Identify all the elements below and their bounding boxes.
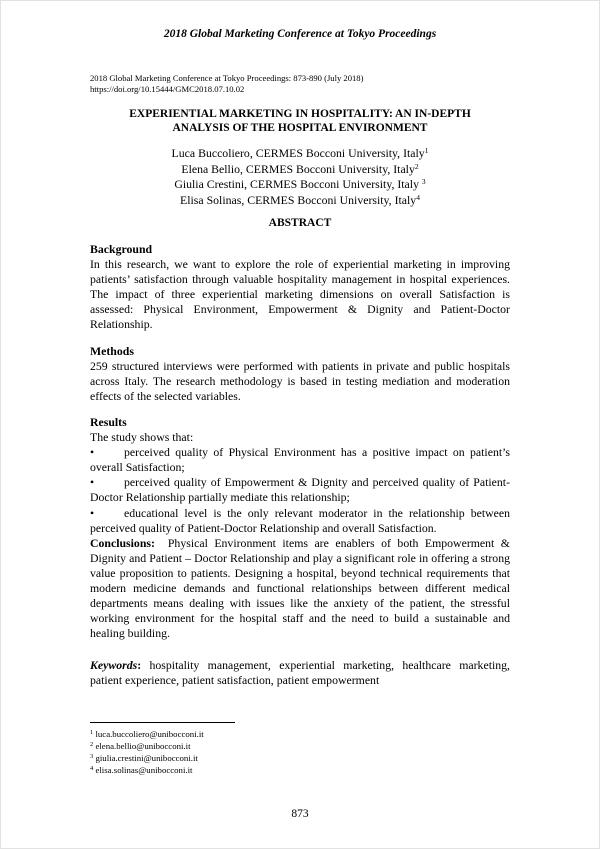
citation-line: 2018 Global Marketing Conference at Tokyo Proceedings: 873-890 (July 2018)	[90, 73, 364, 83]
page-number: 873	[291, 808, 309, 820]
methods-heading: Methods	[90, 343, 134, 358]
author-footnote-mark: 3	[421, 177, 426, 186]
footnote: $^1$ luca.buccoliero@unibocconi.it	[90, 729, 204, 739]
list-item: • perceived quality of Physical Environment has a positive impact on patient’s overall Satisfaction;	[90, 445, 510, 475]
bullet-icon: •	[90, 505, 95, 520]
title-line-2: ANALYSIS OF THE HOSPITAL ENVIRONMENT	[172, 121, 428, 134]
author-line: Giulia Crestini, CERMES Bocconi University, Italy $^3$	[174, 177, 426, 191]
background-heading: Background	[90, 242, 153, 256]
keywords-paragraph: Keywords: hospitality management, experiential marketing, healthcare marketing, patient experience, patient satisfaction, patient empowerment	[90, 658, 510, 688]
citation-block	[90, 73, 363, 95]
list-item: • perceived quality of Empowerment & Dignity and perceived quality of Patient-Doctor Relationship partially mediate this relationship;	[90, 475, 510, 505]
footnotes	[90, 722, 235, 776]
author-footnote-mark: 1	[424, 146, 429, 155]
abstract-body	[90, 242, 510, 689]
footnote: $^3$ giulia.crestini@unibocconi.it	[90, 753, 198, 763]
author-line: Elena Bellio, CERMES Bocconi University, Italy$^2$	[181, 161, 419, 176]
footnote-divider	[90, 722, 235, 723]
author-footnote-mark: 4	[416, 192, 420, 202]
title-line-1: EXPERIENTIAL MARKETING IN HOSPITALITY: AN IN-DEPTH	[129, 108, 471, 120]
results-intro: The study shows that:	[90, 430, 194, 445]
keywords-text: hospitality management, experiential marketing, healthcare marketing, patient experience, patient satisfaction, patient empowerment	[90, 658, 510, 688]
doi-line: https://doi.org/10.15444/GMC2018.07.10.02	[90, 84, 245, 94]
conclusions-label: Conclusions:	[90, 535, 155, 550]
bullet-icon: •	[90, 475, 95, 490]
paper-title	[90, 108, 510, 135]
abstract-heading: ABSTRACT	[268, 217, 332, 229]
results-heading: Results	[90, 414, 127, 429]
author-line: Luca Buccoliero, CERMES Bocconi University, Italy$^1$	[171, 146, 429, 160]
footnote: $^2$ elena.bellio@unibocconi.it	[90, 741, 191, 751]
footnote: $^4$ elisa.solinas@unibocconi.it	[90, 765, 193, 775]
author-footnote-mark: 2	[414, 161, 419, 171]
list-item: • educational level is the only relevant moderator in the relationship between perceived quality of Patient-Doctor Relationship and overall Satisfaction.	[90, 505, 510, 535]
author-line: Elisa Solinas, CERMES Bocconi University, Italy$^4$	[180, 192, 420, 207]
methods-paragraph: 259 structured interviews were performed with patients in private and public hospitals across Italy. The research methodology is based in testing mediation and moderation effects of the selected variables.	[90, 358, 510, 403]
conclusions-paragraph: Conclusions: Physical Environment items are enablers of both Empowerment & Dignity and Patient – Doctor Relationship and play a significant role in offering a strong value proposition to patients. Designing a hospital, beyond technical requirements that modern medicine demands and functional relationships between different medical departments means dealing with issues like the anxiety of the patient, the stressful working environment for the hospital staff and the need to build a sustainable and healing building.	[90, 535, 510, 641]
keywords-label: Keywords	[90, 658, 138, 673]
background-paragraph: In this research, we want to explore the role of experiential marketing in improving patients’ satisfaction through valuable hospitality management in hospital experiences. The impact of three experiential marketing dimensions on overall Satisfaction is assessed: Physical Environment, Empowerment & Dignity and Patient-Doctor Relationship.	[90, 257, 510, 332]
author-list	[90, 146, 510, 208]
bullet-icon: •	[90, 445, 95, 460]
running-head: 2018 Global Marketing Conference at Tokyo Proceedings	[163, 28, 437, 40]
